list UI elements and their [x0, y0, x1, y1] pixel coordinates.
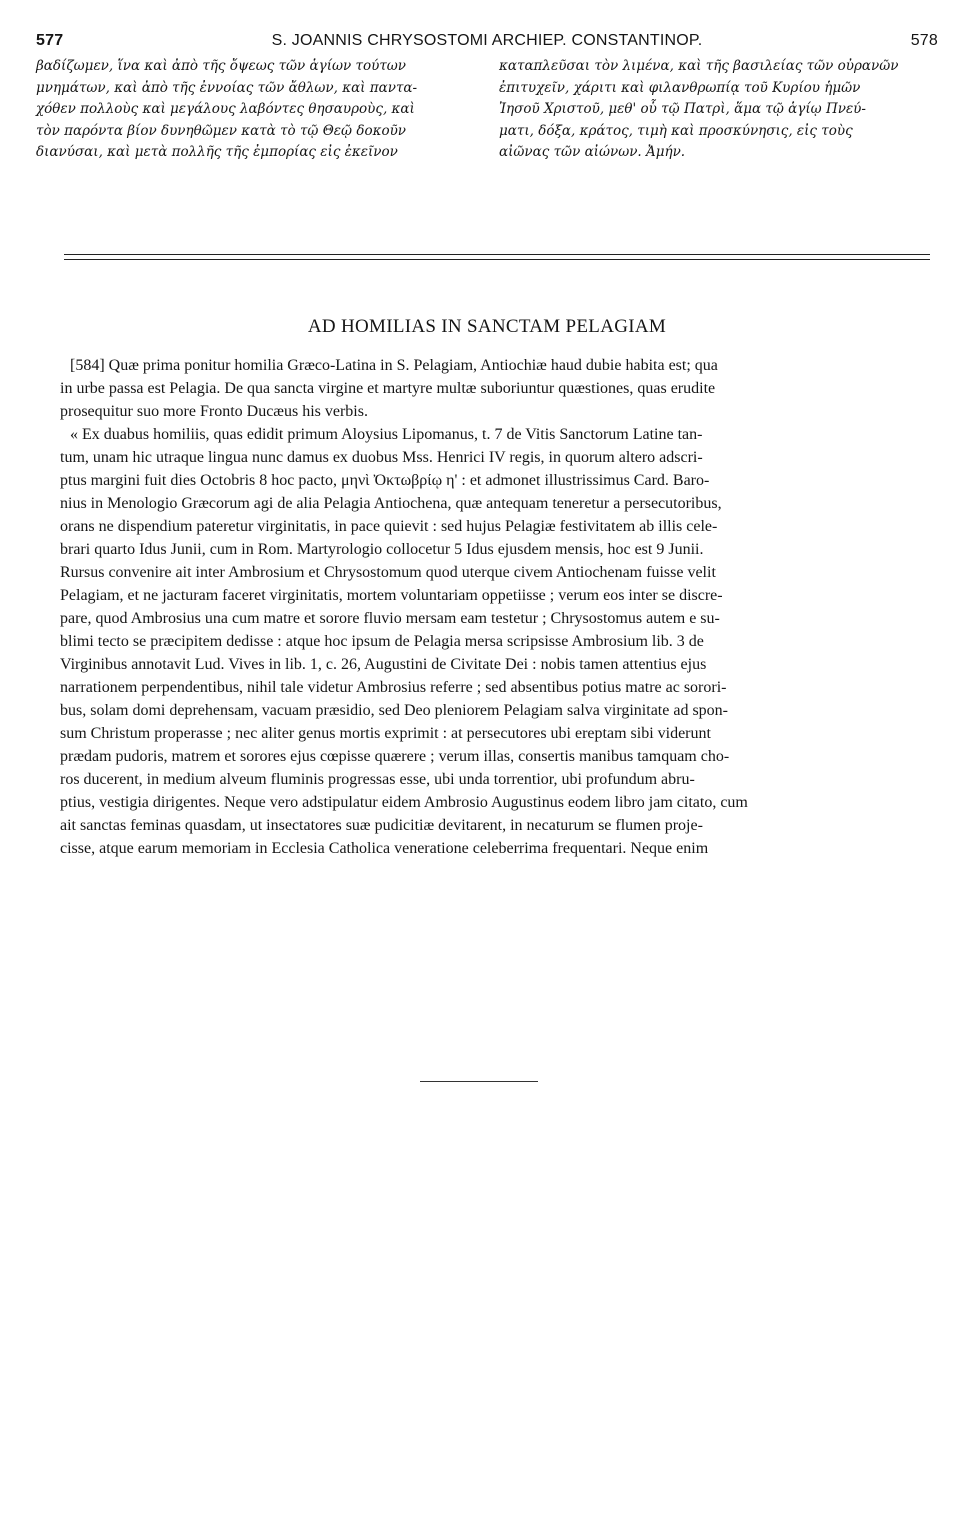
text-line: brari quarto Idus Junii, cum in Rom. Martyrologio collocetur 5 Idus ejusdem mensis, hoc est 9 Junii.	[60, 541, 704, 558]
left-column-number: 577	[36, 32, 64, 49]
text-line: blimi tecto se præcipitem dedisse : atque hoc ipsum de Pelagia mersa scripsisse Ambrosium lib. 3 de	[60, 633, 704, 650]
text-line: ptus margini fuit dies Octobris 8 hoc pacto, μηνὶ Ὀκτωβρίῳ η' : et admonet illustrissimus Card. Baro-	[60, 472, 710, 489]
text-line: Pelagiam, et ne jacturam faceret virginitatis, mortem voluntariam oppetiisse ; verum eos inter se discre-	[60, 587, 723, 604]
text-line: tum, unam hic utraque lingua nunc damus ex duobus Mss. Henrici IV regis, in quorum altero adscri-	[60, 449, 703, 466]
greek-line: καταπλεῦσαι τὸν λιμένα, καὶ τῆς βασιλείας τῶν οὐρανῶν	[499, 58, 899, 74]
text-line: prosequitur suo more Fronto Ducæus his verbis.	[60, 403, 368, 420]
text-line: narrationem perpendentibus, nihil tale videtur Ambrosius referre ; sed absentibus potius matre ac sorori-	[60, 679, 727, 696]
greek-line: μνημάτων, καὶ ἀπὸ τῆς ἐννοίας τῶν ἄθλων, καὶ παντα-	[36, 79, 418, 96]
text-line: orans ne dispendium pateretur virginitatis, in pace quievit : sed hujus Pelagiæ festivitatem ab illis cele-	[60, 518, 718, 535]
text-line: prædam pudoris, matrem et sorores ejus cœpisse quærere ; verum illas, consertis manibus tamquam cho-	[60, 748, 730, 765]
greek-column-left	[36, 56, 468, 164]
end-rule	[420, 1081, 538, 1082]
greek-line: χόθεν πολλοὺς καὶ μεγάλους λαβόντες θησαυροὺς, καὶ	[36, 101, 415, 117]
greek-line: βαδίζωμεν, ἵνα καὶ ἀπὸ τῆς ὄψεως τῶν ἁγίων τούτων	[36, 58, 407, 74]
text-line: « Ex duabus homiliis, quas edidit primum Aloysius Lipomanus, t. 7 de Vitis Sanctorum Latine tan-	[70, 426, 703, 443]
running-title: S. JOANNIS CHRYSOSTOMI ARCHIEP. CONSTANTINOP.	[271, 32, 703, 49]
text-line: nius in Menologio Græcorum agi de alia Pelagia Antiochena, quæ antequam teneretur a persecutoribus,	[60, 495, 722, 512]
greek-line: διανύσαι, καὶ μετὰ πολλῆς τῆς ἐμπορίας εἰς ἐκεῖνον	[36, 144, 398, 160]
text-line: Virginibus annotavit Lud. Vives in lib. 1, c. 26, Augustini de Civitate Dei : nobis tamen attentius ejus	[60, 656, 707, 673]
text-line: Rursus convenire ait inter Ambrosium et Chrysostomum quod uterque civem Antiochenam fuisse velit	[60, 564, 716, 581]
greek-line: ἐπιτυχεῖν, χάριτι καὶ φιλανθρωπίᾳ τοῦ Κυρίου ἡμῶν	[499, 79, 861, 96]
text-line: ait sanctas feminas quasdam, ut insectatores suæ pudicitiæ devitarent, in necaturum se flumen proje-	[60, 817, 703, 834]
divider-rule-thin	[64, 259, 930, 260]
text-line: in urbe passa est Pelagia. De qua sancta virgine et martyre multæ suboriuntur quæstiones, quas erudite	[60, 380, 716, 397]
section-divider	[64, 254, 930, 264]
greek-line: ματι, δόξα, κράτος, τιμὴ καὶ προσκύνησις, εἰς τοὺς	[499, 122, 853, 139]
text-line: [584] Quæ prima ponitur homilia Græco-Latina in S. Pelagiam, Antiochiæ haud dubie habita est; qua	[70, 357, 718, 374]
greek-line: Ἰησοῦ Χριστοῦ, μεθ' οὗ τῷ Πατρὶ, ἅμα τῷ ἁγίῳ Πνεύ-	[499, 101, 866, 117]
text-line: sum Christum properasse ; nec aliter genus mortis exprimit : at persecutores ubi ereptam sibi viderunt	[60, 725, 711, 742]
text-line: bus, solam domi deprehensam, vacuam præsidio, sed Deo pleniorem Pelagiam salva virginitate ad spon-	[60, 702, 728, 719]
greek-line: αἰῶνας τῶν αἰώνων. Ἀμήν.	[499, 144, 686, 160]
greek-column-right	[499, 56, 931, 164]
running-head	[36, 32, 938, 54]
section-title: AD HOMILIAS IN SANCTAM PELAGIAM	[307, 316, 667, 337]
right-column-number: 578	[910, 32, 938, 49]
greek-line: τὸν παρόντα βίον δυνηθῶμεν κατὰ τὸ τῷ Θεῷ δοκοῦν	[36, 122, 406, 139]
text-line: cisse, atque earum memoriam in Ecclesia Catholica veneratione celeberrima frequentari. Neque enim	[60, 840, 709, 857]
text-line: pare, quod Ambrosius una cum matre et sorore fluvio mersam eam testetur ; Chrysostomus autem e su-	[60, 610, 720, 627]
text-line: ros ducerent, in medium alveum fluminis progressas esse, ubi unda torrentior, ubi profundum abru-	[60, 771, 695, 788]
divider-rule-thick	[64, 254, 930, 255]
text-line: ptius, vestigia dirigentes. Neque vero adstipulatur eidem Ambrosio Augustinus eodem libro jam citato, cum	[60, 794, 748, 811]
commentary-text	[60, 354, 922, 860]
